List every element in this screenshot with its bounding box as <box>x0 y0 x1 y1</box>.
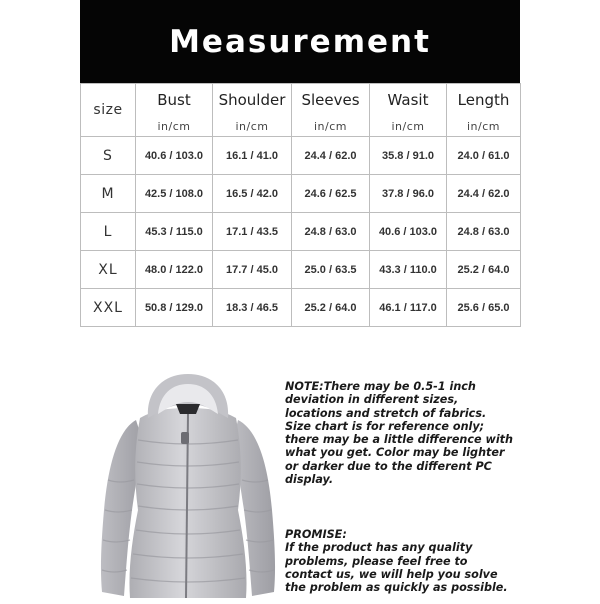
table-cell: 40.6 / 103.0 <box>136 137 213 175</box>
note-text <box>285 380 515 486</box>
column-header-waist: Wasit <box>370 84 447 117</box>
table-cell: 24.8 / 63.0 <box>292 213 370 251</box>
table-row <box>81 137 521 175</box>
promise-title: PROMISE: <box>285 528 347 541</box>
table-cell: 24.4 / 62.0 <box>292 137 370 175</box>
column-header-shoulder: Shoulder <box>213 84 292 117</box>
jacket-icon <box>96 370 280 600</box>
table-cell: 25.2 / 64.0 <box>447 251 521 289</box>
table-row <box>81 251 521 289</box>
table-cell: 25.2 / 64.0 <box>292 289 370 327</box>
table-cell: 17.7 / 45.0 <box>213 251 292 289</box>
table-cell: 24.4 / 62.0 <box>447 175 521 213</box>
table-cell: 24.0 / 61.0 <box>447 137 521 175</box>
table-cell: 25.6 / 65.0 <box>447 289 521 327</box>
table-cell: 42.5 / 108.0 <box>136 175 213 213</box>
size-label: XXL <box>81 289 136 327</box>
table-cell: 46.1 / 117.0 <box>370 289 447 327</box>
table-unit-row <box>81 116 521 137</box>
table-cell: 45.3 / 115.0 <box>136 213 213 251</box>
note-body: NOTE:There may be 0.5-1 inch deviation in different sizes, locations and stretch of fabrics. Size chart is for reference only; there may be a little difference with what you get. Color may be lighter or darker due to the different PC display. <box>285 380 513 487</box>
table-cell: 43.3 / 110.0 <box>370 251 447 289</box>
table-cell: 18.3 / 46.5 <box>213 289 292 327</box>
table-cell: 17.1 / 43.5 <box>213 213 292 251</box>
page-title: Measurement <box>169 23 431 60</box>
table-cell: 48.0 / 122.0 <box>136 251 213 289</box>
column-header-length: Length <box>447 84 521 117</box>
table-cell: 16.1 / 41.0 <box>213 137 292 175</box>
column-header-bust: Bust <box>136 84 213 117</box>
unit-label: in/cm <box>213 116 292 137</box>
table-cell: 24.8 / 63.0 <box>447 213 521 251</box>
table-cell: 35.8 / 91.0 <box>370 137 447 175</box>
unit-label: in/cm <box>370 116 447 137</box>
size-label: S <box>81 137 136 175</box>
unit-label: in/cm <box>447 116 521 137</box>
unit-label: in/cm <box>136 116 213 137</box>
size-label: L <box>81 213 136 251</box>
table-cell: 37.8 / 96.0 <box>370 175 447 213</box>
size-column-header: size <box>81 84 136 137</box>
table-row <box>81 175 521 213</box>
table-cell: 25.0 / 63.5 <box>292 251 370 289</box>
product-image <box>96 370 280 600</box>
size-label: XL <box>81 251 136 289</box>
table-cell: 50.8 / 129.0 <box>136 289 213 327</box>
size-label: M <box>81 175 136 213</box>
table-row <box>81 213 521 251</box>
size-chart-table <box>80 83 521 327</box>
unit-label: in/cm <box>292 116 370 137</box>
table-cell: 40.6 / 103.0 <box>370 213 447 251</box>
table-header-row <box>81 84 521 117</box>
table-cell: 16.5 / 42.0 <box>213 175 292 213</box>
table-cell: 24.6 / 62.5 <box>292 175 370 213</box>
measurement-header <box>80 0 520 83</box>
column-header-sleeves: Sleeves <box>292 84 370 117</box>
table-row <box>81 289 521 327</box>
promise-body: If the product has any quality problems, please feel free to contact us, we will help you solve the problem as quickly as possible. <box>285 541 508 595</box>
promise-section <box>285 528 515 594</box>
